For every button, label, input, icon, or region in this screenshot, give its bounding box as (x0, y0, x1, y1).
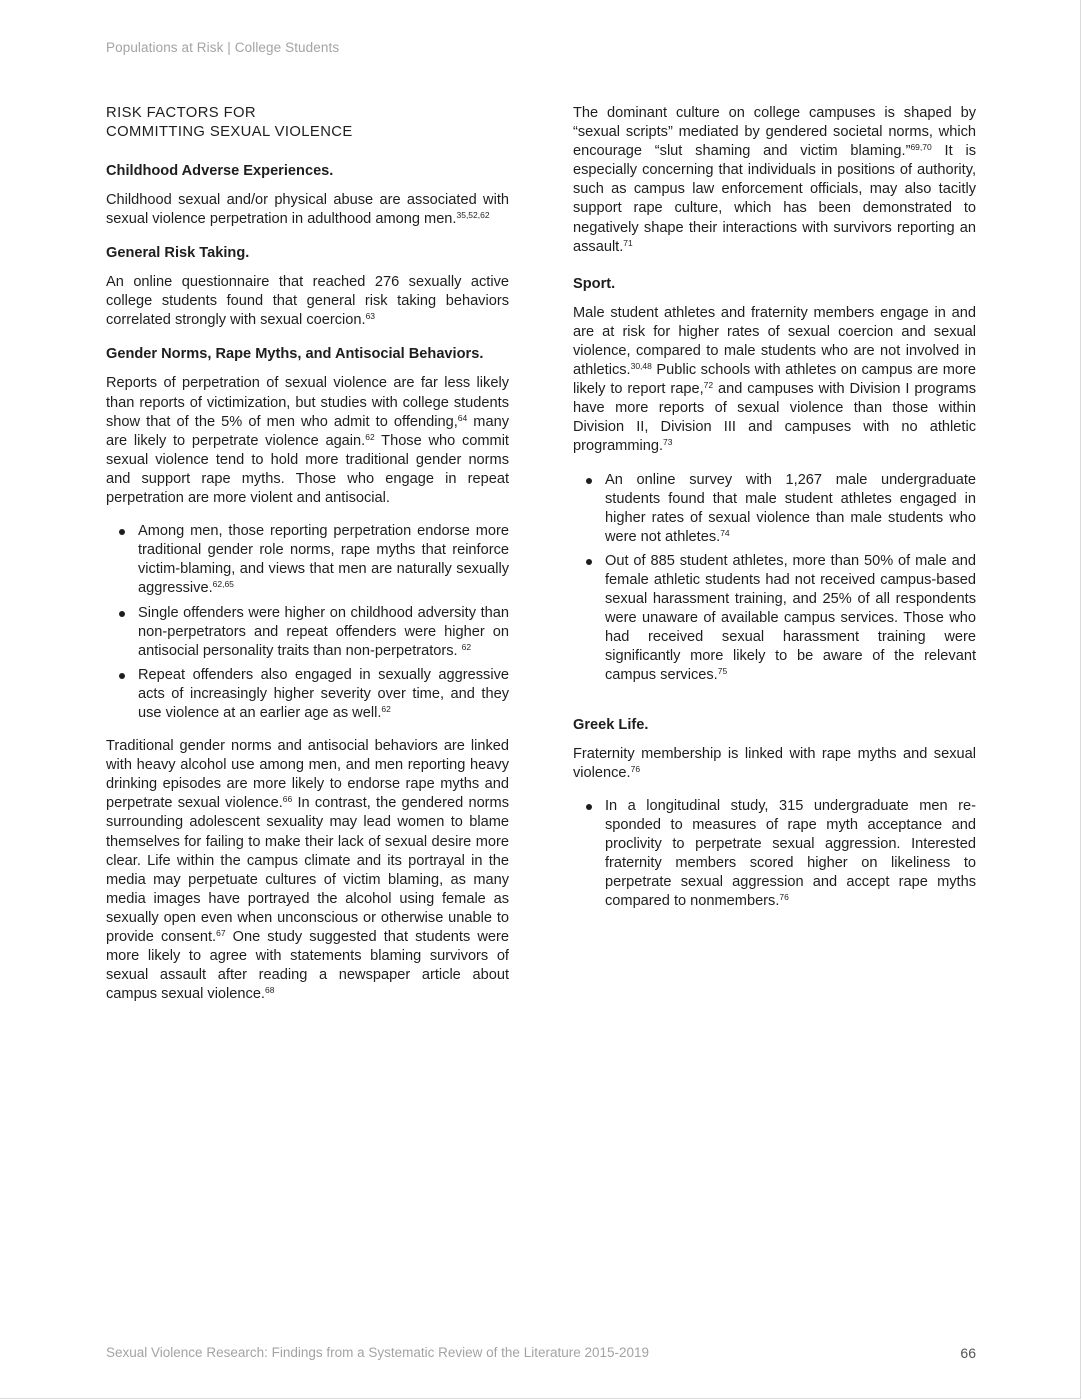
right-column (573, 104, 976, 916)
citation: 62 (365, 431, 375, 442)
section-title (106, 104, 509, 142)
citation: 75 (717, 666, 728, 677)
citation: 71 (623, 237, 633, 248)
citation: 74 (720, 527, 730, 538)
citation: 66 (282, 794, 293, 805)
citation: 67 (216, 928, 226, 938)
citation: 30,48 (630, 361, 652, 372)
citation: 72 (703, 380, 714, 391)
running-header: Populations at Risk | College Students (106, 40, 340, 55)
subhead-childhood: Childhood Adverse Experiences. (106, 163, 334, 179)
sport-bullet-list (573, 471, 976, 686)
citation: 76 (779, 892, 789, 903)
subhead-risk-taking: General Risk Taking. (106, 245, 250, 262)
subhead-sport: Sport. (573, 275, 616, 292)
citation: 62,65 (212, 579, 234, 590)
citation: 68 (265, 985, 275, 996)
subhead-gender-norms: Gender Norms, Rape Myths, and Antisocial Behaviors. (106, 346, 484, 363)
page-number: 66 (960, 1345, 976, 1361)
paragraph-campus-culture: The dominant culture on college campuses is shaped by “sexual scripts” mediated by gendered societal norms, which encourage “slut shaming and victim blaming.”$^{69,70}$ It is especially concerning that individuals in positions of authority, such as campus law enforcement officials, may also tacitly support rape culture, which has been demonstrated to negatively shape their interactions with survivors reporting an assault.$^{71}$ (573, 105, 976, 255)
citation: 64 (457, 412, 468, 423)
paragraph-risk-taking: An online questionnaire that reached 276 sexually active college students found that general risk taking behaviors correlated strongly with sexual coercion.$^{63}$ (106, 274, 509, 329)
citation: 62 (381, 703, 391, 714)
list-item: Among men, those reporting perpetration endorse more traditional gender role norms, rape myths that reinforce victim-blaming, and views that men are naturally sexually aggressive.$^{62,65}$ (138, 522, 509, 598)
citation: 35,52,62 (456, 210, 490, 221)
section-title-line-2: COMMITTING SEXUAL VIOLENCE (106, 124, 353, 140)
citation: 76 (630, 763, 641, 774)
paragraph-gender-norms: Reports of perpetration of sexual violence are far less likely than reports of victimization, but studies with college students show that of the 5% of men who admit to offending,$^{64}$ many are likely to perpetrate violence again.$^{62}$ Those who commit sexual violence tend to hold more traditional gender norms and support rape myths. Those who engage in repeat perpetration are more violent and antisocial. (106, 375, 509, 507)
citation: 73 (663, 437, 673, 448)
left-column (106, 104, 509, 1004)
paragraph-sport: Male student athletes and fraternity members engage in and are at risk for higher rates of sexual coercion and sexual violence, compared to male students who are not involved in athletics.$^{30,48}$ Public schools with athletes on campus are more likely to report rape,$^{72}$ and campuses with Division I programs have more reports of sexual violence than those within Division II, Division III and campuses with no athletic programming.$^{73}$ (573, 304, 976, 455)
paragraph-childhood: Childhood sexual and/or physical abuse are associated with sexual violence perpetration in adulthood among men.$^{35,52,62}$ (106, 192, 509, 228)
citation: 62 (461, 641, 472, 652)
list-item: Out of 885 student athletes, more than 50% of male and female athletic students had not received campus-based sexual harassment training, and 25% of all respondents were unaware of available campus services. Those who had received sexual harassment training were significantly more likely to be aware of the relevant campus services.$^{75}$ (605, 552, 976, 686)
list-item: Repeat offenders also engaged in sexually aggressive acts of increasingly higher severity over time, and they use violence at an earlier age as well.$^{62}$ (138, 666, 509, 723)
subhead-greek-life: Greek Life. (573, 716, 649, 733)
list-item: An online survey with 1,267 male undergraduate students found that male student athletes engaged in higher rates of sexual violence than male students who were not athletes.$^{74}$ (605, 471, 976, 547)
section-title-line-1: RISK FACTORS FOR (106, 105, 257, 121)
running-footer: Sexual Violence Research: Findings from a Systematic Review of the Literature 2015-2019 (106, 1345, 650, 1360)
citation: 63 (365, 311, 376, 322)
paragraph-greek-life: Fraternity membership is linked with rape myths and sexual violence.$^{76}$ (573, 745, 976, 781)
citation: 69,70 (910, 142, 932, 153)
list-item: Single offenders were higher on childhood adversity than non-perpetrators and repeat offenders were higher on antisocial personality traits than non-perpetrators. $^{62}$ (138, 604, 509, 661)
greek-life-bullet-list (573, 797, 976, 912)
list-item: In a longitudinal study, 315 undergraduate men responded to measures of rape myth acceptance and proclivity to perpetrate sexual aggression. Interested fraternity members scored higher on likeliness to perpetrate sexual aggression and accept rape myths compared to nonmembers.$^{76}$ (605, 797, 976, 912)
paragraph-alcohol-norms: Traditional gender norms and antisocial behaviors are linked with heavy alcohol use among men, and men reporting heavy drinking episodes are more likely to endorse rape myths and perpetrate sexual violence.$^{66}$ In contrast, the gendered norms surrounding adolescent sexuality may lead women to blame themselves for failing to make their lack of sexual desire more clear. Life within the campus climate and its portrayal in the media may perpetuate cultures of victim blaming, as many media images have portrayed the alcohol using female as sexually open even when unconscious or otherwise unable to provide consent.$^{67}$ One study suggested that students were more likely to agree with statements blaming survivors of sexual assault after reading a newspaper article about campus sexual violence.$^{68}$ (106, 738, 510, 1003)
gender-norms-bullet-list (106, 522, 509, 723)
